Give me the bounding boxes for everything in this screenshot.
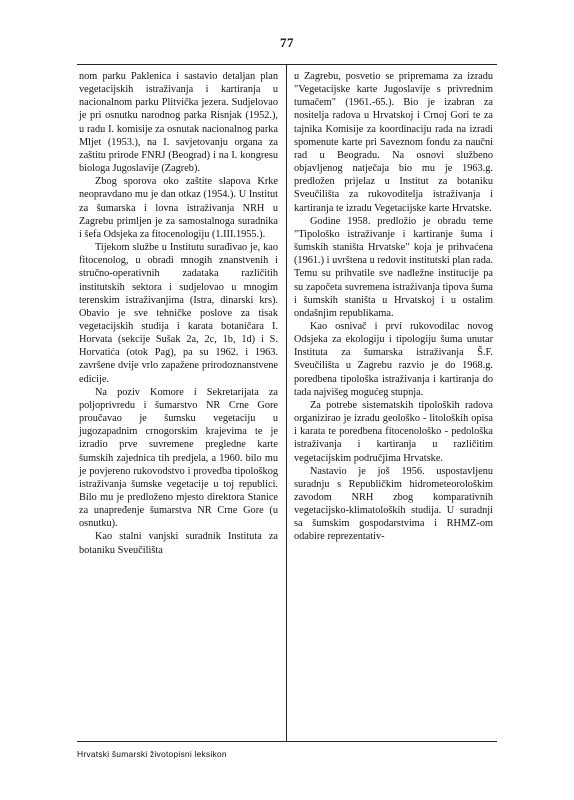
- paragraph: u Zagrebu, posvetio se pripremama za izradu "Vegetacijske karte Jugoslavije s privrednim tumačem" (1961.-65.). Bio je izabran za nositelja radova u Hrvatskoj i Crnoj Gori te za tajnika Komisije za koordinaciju rada na izradi spomenute karte pri Saveznom fondu za naučni rad u Beogradu. Na osnovi službeno objavljenog natječaja bio mu je 1963.g. predložen prijelaz u Institut za botaniku Sveučilišta za rukovoditelja istraživanja i kartiranja te izradu Vegetacijske karte Hrvatske.: [294, 71, 493, 214]
- paragraph: nom parku Paklenica i sastavio detaljan plan vegetacijskih istraživanja i kartiranja u nacionalnom parku Plitvička jezera. Sudjelovao je pri osnutku narodnog parka Risnjak (1952.), u radu I. komisije za osnutak nacionalnog parka Mljet (1953.), na I. savjetovanju organa za zaštitu prirode FNRJ (Beograd) i na I. kongresu biologa Jugoslavije (Zagreb).: [79, 71, 278, 175]
- right-column: [294, 70, 493, 544]
- paragraph: Nastavio je još 1956. uspostavljenu suradnju s Republičkim hidrometeorološkim zavodom NRH zbog komparativnih vegetacijsko-klimatoloških studija. U suradnji sa šumskim gospodarstvima i RHMZ-om odabire reprezentativ-: [294, 465, 493, 543]
- paragraph: Godine 1958. predložio je obradu teme "Tipološko istraživanje i kartiranje šuma i šumskih staništa Hrvatske" koja je prihvaćena (1961.) i uvrštena u redovit institutski plan rada. Temu su prihvatile sve nadležne institucije pa su započeta suvremena istraživanja tipova šuma i šumskih staništa u Hrvatskoj i u ostalim ondašnjim republikama.: [294, 215, 493, 319]
- column-divider: [286, 64, 287, 741]
- bottom-rule: [77, 741, 497, 742]
- paragraph: Kao stalni vanjski suradnik Instituta za botaniku Sveučilišta: [79, 531, 278, 556]
- paragraph: Kao osnivač i prvi rukovodilac novog Odsjeka za ekologiju i tipologiju šuma unutar Instituta za šumarska istraživanja Š.F. Sveučilišta u Zagrebu razvio je do 1968.g. poredbena tipološka istraživanja i kartiranja do tada najvišeg mogućeg stupnja.: [294, 320, 493, 398]
- paragraph: Zbog sporova oko zaštite slapova Krke neopravdano mu je dan otkaz (1954.). U Institut za šumarska i lovna istraživanja NRH u Zagrebu primljen je za samostalnoga suradnika i šefa Odsjeka za fitocenologiju (1.III.1955.).: [79, 176, 278, 240]
- paragraph: Za potrebe sistematskih tipoloških radova organizirao je izradu geološko - litoloških opisa i karata te poredbena fitocenološko - pedološka istraživanja i kartiranja u različitim vegetacijskim područjima Hrvatske.: [294, 399, 493, 464]
- paragraph: Tijekom službe u Institutu surađivao je, kao fitocenolog, u obradi mnogih znanstvenih i stručno-operativnih zadataka različitih institutskih sektora i sudjelovao u mnogim terenskim istraživanjima (Istra, dinarski krs). Obavio je sve tehničke poslove za tisak vegetacijskih studija i karata botaničara I. Horvata (sekcije Sušak 2a, 2c, 1b, 1d) i S. Horvatića (otok Pag), pa su 1962. i 1963. završene dvije vrlo zapažene prirodoznanstvene edicije.: [79, 242, 278, 385]
- page-number: 77: [280, 35, 294, 50]
- paragraph: Na poziv Komore i Sekretarijata za poljoprivredu i šumarstvo NR Crne Gore proučavao je šumsku vegetaciju u jugozapadnim crnogorskim krajevima te je izradio prve suvremene pregledne karte šumskih zajednica tih predjela, a 1960. bilo mu je povjereno rukovodstvo i provedba tipološkog istraživanja šumske vegetacije u toj republici. Bilo mu je predloženo mjesto direktora Stanice za unapređenje šumarstva NR Crne Gore (u osnutku).: [79, 386, 278, 530]
- left-column: [79, 70, 278, 557]
- top-rule: [77, 64, 497, 65]
- footer-title: Hrvatski šumarski životopisni leksikon: [77, 749, 227, 759]
